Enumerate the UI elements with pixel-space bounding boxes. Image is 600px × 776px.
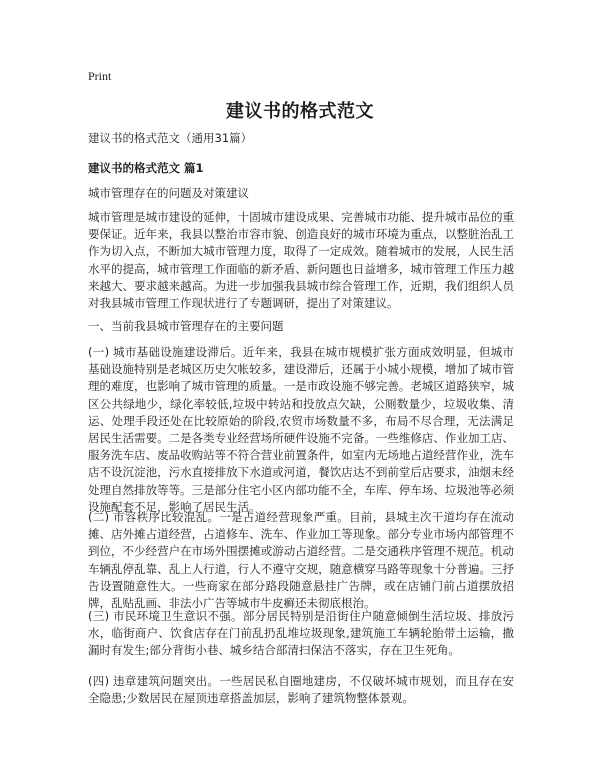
paragraph-infrastructure: (一) 城市基础设施建设滞后。近年来，我县在城市规模扩张方面成效明显，但城市基础设施特别是老城区历史欠帐较多，建设滞后，还属于小城小规模，增加了城市管理的难度，也影响了城市管理的质量。一是市政设施不够完善。老城区道路狭窄，城区公共绿地少，绿化率较低,垃圾中转站和投放点欠缺，公厕数量少，垃圾收集、清运、处理手段还处在比较原始的阶段,农贸市场数量不多，布局不尽合理，无法满足居民生活需要。二是各类专业经营场所硬件设施不完备。一些维修店、作业加工店、服务洗车店、废品收购站等不符合营业前置条件，如室内无场地占道经营作业，洗车店不设沉淀池，污水直接排放下水道或河道，餐饮店达不到前堂后店要求，油烟未经处理自然排放等等。三是部分住宅小区内部功能不全，车库、停车场、垃圾池等必须设施配套不足，影响了居民生活。 — [88, 345, 514, 514]
paragraph-intro: 城市管理是城市建设的延伸，十固城市建设成果、完善城市功能、提升城市品位的重要保证。近年来，我县以整治市容市貌、创造良好的城市环境为重点，以整脏治乱工作为切入点，不断加大城市管理力度，取得了一定成效。随着城市的发展，人民生活水平的提高，城市管理工作面临的新矛盾、新问题也日益增多，城市管理工作压力越来越大、要求越来越高。为进一步加强我县城市综合管理工作，近期，我们组织人员对我县城市管理工作现状进行了专题调研，提出了对策建议。 — [88, 210, 514, 311]
print-link[interactable]: Print — [88, 69, 112, 83]
paragraph-sanitation: (三) 市民环境卫生意识不强。部分居民特别是沿街住户随意倾倒生活垃圾、排放污水，临街商户、饮食店存在门前乱扔乱堆垃圾现象,建筑施工车辆轮胎带土运输，撒漏时有发生;部分背街小巷、城乡结合部清扫保洁不落实，存在卫生死角。 — [88, 609, 514, 658]
problems-heading: 一、当前我县城市管理存在的主要问题 — [88, 319, 284, 333]
page-title: 建议书的格式范文 — [226, 101, 374, 122]
paragraph-illegal-buildings: (四) 违章建筑问题突出。一些居民私自圈地建房，不仅破坏城市规划，而且存在安全隐患;少数居民在屋顶违章搭盖加层，影响了建筑物整体景观。 — [88, 674, 514, 706]
document-subtitle: 建议书的格式范文（通用31篇） — [88, 131, 253, 145]
paragraph-city-order: (二) 市容秩序比较混乱。一是占道经营现象严重。目前，县城主次干道均存在流动摊、店外摊占道经营，占道修车、洗车、作业加工等现象。部分专业市场内部管理不到位，不少经营户在市场外围摆摊或游动占道经营。二是交通秩序管理不规范。机动车辆乱停乱靠、乱上人行道，行人不遵守交规，随意横穿马路等现象十分普遍。三抒告设置随意性大。一些商家在部分路段随意悬挂广告牌，或在店铺门前占道摆放招牌，乱贴乱画、非法小广告等城市牛皮癣还未彻底根治。 — [88, 510, 514, 611]
intro-heading: 城市管理存在的问题及对策建议 — [88, 186, 249, 200]
section-heading: 建议书的格式范文 篇1 — [88, 161, 204, 175]
